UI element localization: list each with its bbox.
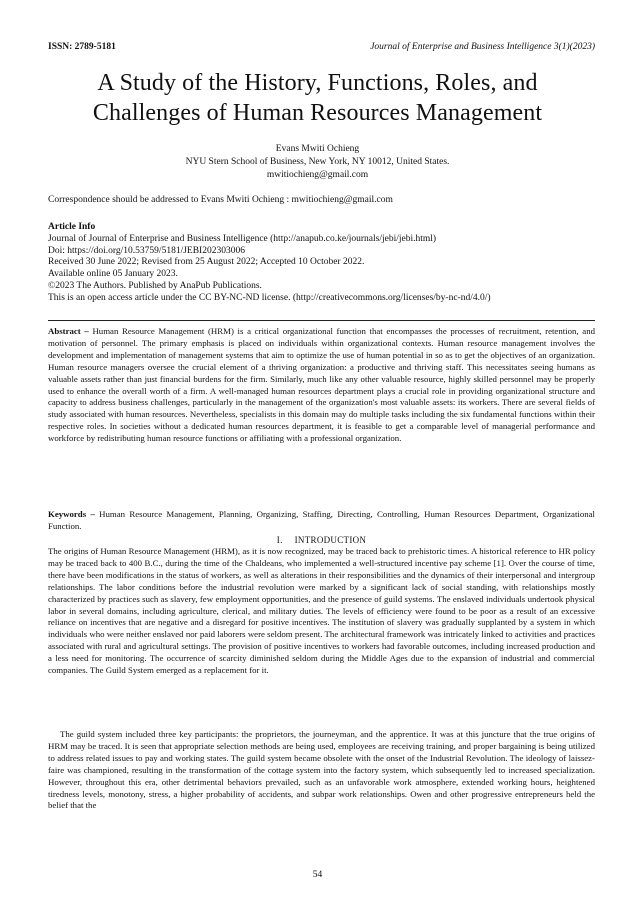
section-title: INTRODUCTION bbox=[294, 535, 367, 545]
author-email: mwitiochieng@gmail.com bbox=[266, 170, 369, 180]
author-affiliation: NYU Stern School of Business, New York, NY 10012, United States. bbox=[185, 157, 450, 167]
article-info-doi: Doi: https://doi.org/10.53759/5181/JEBI202303006 bbox=[48, 245, 245, 256]
article-info-available: Available online 05 January 2023. bbox=[48, 269, 178, 280]
body-paragraph-1: The origins of Human Resource Management (HRM), as it is now recognized, may be traced back to prehistoric times. A historical reference to HR policy may be traced back to 400 B.C., during the time of the Chaldeans, who implemented a well-structured incentive pay scheme [1]. Over the course of time, there have been modifications in the status of workers, as well as alterations in their responsibilities and the dynamics of their interpersonal and intergroup relationships. The labor conditions before the industrial revolution were marked by a significant lack of social standing, with relationships mostly characterized by practices such as slavery, few employment opportunities, and the presence of guild systems. The enslaved individuals undertook physical labor in several domains, including agriculture, clerical, and military duties. The levels of efficiency were found to be poor as a result of an excessive reliance on incentives that are negative and a disregard for positive incentives. The institution of slavery was gradually supplanted by a system in which individuals who were neither enslaved nor paid laborers were seldom present. The architectural framework was intricately linked to activities and practices associated with rural and agricultural settings. The provision of positive incentives to workers had favorable outcomes, including increased production and a less need for monitoring. The occurrence of scarcity diminished seldom during the Middle Ages due to the expansion of industrial and commercial companies. The Guild System emerged as a replacement for it. bbox=[48, 546, 595, 676]
title-line-1: A Study of the History, Functions, Roles, and bbox=[97, 70, 538, 96]
body-paragraph-2: The guild system included three key participants: the proprietors, the journeyman, and the apprentice. It was at this juncture that the true origins of HRM may be traced. It is seen that appropriate selection methods are being used, employees are receiving training, and proper bargaining is being utilized to address related issues to pay and working states. The guild system became obsolete with the onset of the Industrial Revolution. The ideology of laissez-faire was championed, resulting in the transformation of the cottage system into the factory system, which subsequently led to increased specialization. However, throughout this era, other detrimental behaviors prevailed, such as an unfavorable work atmosphere, extended working hours, heightened tiredness levels, monotony, stress, a higher probability of accidents, and subpar work relationships. Owen and other progressive entrepreneurs held the belief that the bbox=[48, 729, 595, 811]
article-info-dates: Received 30 June 2022; Revised from 25 August 2022; Accepted 10 October 2022. bbox=[48, 257, 365, 268]
title-line-2: Challenges of Human Resources Management bbox=[92, 100, 543, 126]
keywords-text: Human Resource Management, Planning, Organizing, Staffing, Directing, Controlling, Human Resources Department, Organizational Function. bbox=[48, 509, 595, 531]
journal-header: Journal of Enterprise and Business Intelligence 3(1)(2023) bbox=[370, 42, 595, 52]
divider-rule bbox=[48, 320, 595, 321]
abstract-label: Abstract – bbox=[48, 326, 89, 336]
correspondence-line: Correspondence should be addressed to Evans Mwiti Ochieng : mwitiochieng@gmail.com bbox=[48, 195, 393, 205]
paper-title bbox=[40, 68, 595, 128]
author-name: Evans Mwiti Ochieng bbox=[275, 144, 360, 154]
keywords bbox=[48, 509, 595, 533]
page-number: 54 bbox=[312, 870, 323, 880]
article-info-heading: Article Info bbox=[48, 222, 96, 232]
section-number: I. bbox=[276, 535, 283, 545]
article-info-journal: Journal of Journal of Enterprise and Business Intelligence (http://anapub.co.ke/journals/jebi/jebi.html) bbox=[48, 233, 437, 244]
abstract-text: Human Resource Management (HRM) is a critical organizational function that encompasses the processes of recruitment, retention, and motivation of personnel. The primary emphasis is placed on individuals within organizational contexts. Human resource management involves the development and implementation of management systems that aim to optimize the use of human potential in so as to get the objectives of an organization. Human resource managers oversee the crucial element of a thriving organization: a productive and thriving staff. This necessitates seeing humans as valuable assets rather than just financial burdens for the firm. Similarly, much like any other valuable resource, highly skilled personnel may be properly used to enhance the overall worth of a firm. A well-managed human resources department plays a crucial role in providing organizational structure and capacity to address business challenges, particularly in the management of the organization's most valuable assets: its workers. There are several fields of study associated with human resources. Nevertheless, specialists in this domain may do multiple tasks including the six fundamental functions within their respective roles. In societies without a dedicated human resources department, it is feasible to get a comparable level of managerial performance and workforce by redistributing human resource functions or affiliating with a professional organization. bbox=[48, 326, 595, 444]
article-info bbox=[48, 222, 491, 305]
article-info-copyright: ©2023 The Authors. Published by AnaPub Publications. bbox=[48, 280, 262, 291]
author-block bbox=[40, 143, 595, 182]
abstract bbox=[48, 326, 595, 445]
issn-header: ISSN: 2789-5181 bbox=[48, 42, 116, 52]
article-info-license: This is an open access article under the CC BY-NC-ND license. (http://creativecommons.org/licenses/by-nc-nd/4.0/) bbox=[48, 292, 491, 303]
keywords-label: Keywords – bbox=[48, 509, 95, 519]
section-heading bbox=[48, 535, 595, 545]
